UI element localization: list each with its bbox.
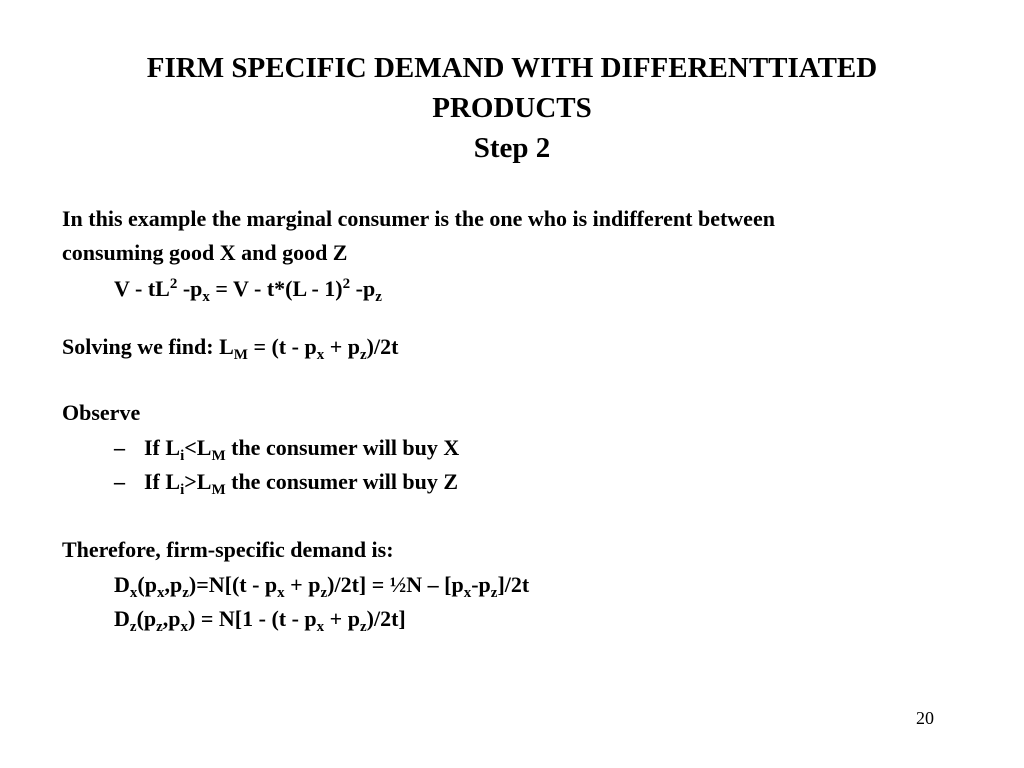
indifference-equation [114,274,1024,304]
therefore-heading [62,535,1002,565]
solve-subscript: z [359,347,367,363]
bullet-part: the consumer will buy Z [225,469,459,494]
solve-part: = (t - p [247,334,317,359]
title-line-2: PRODUCTS [432,92,592,124]
solving-line [62,332,1002,362]
observe-heading [62,398,1002,428]
dx-subscript: x [463,585,472,601]
eq-part: -p [350,276,376,301]
dx-part: ,p [164,572,183,597]
dx-part: -p [471,572,491,597]
bullet-part: If L [144,469,181,494]
bullet-part: the consumer will buy X [225,435,460,460]
observe-heading-text: Observe [62,400,141,425]
dx-part: )/2t] = ½N – [p [327,572,464,597]
bullet-subscript: i [180,482,185,498]
dx-part: ]/2t [497,572,530,597]
dx-part: D [114,572,130,597]
eq-superscript: 2 [342,276,351,292]
solve-part: )/2t [366,334,399,359]
dx-subscript: z [490,585,498,601]
observe-bullet-2 [114,467,1024,497]
intro-line-2 [62,238,1002,268]
intro-line-1 [62,204,1002,234]
page-number: 20 [916,708,934,728]
dash-bullet: – [114,435,125,460]
intro-text-1: In this example the marginal consumer is the one who is indifferent between [62,206,775,231]
intro-text-2: consuming good X and good Z [62,240,348,265]
dx-subscript: z [320,585,328,601]
dz-part: (p [136,606,157,631]
dz-subscript: x [316,619,325,635]
title-line-3: Step 2 [473,132,551,164]
eq-part: = V - t*(L - 1) [209,276,343,301]
dash-bullet: – [114,469,125,494]
dx-subscript: x [277,585,285,601]
solve-subscript: M [233,347,248,363]
dz-part: D [114,606,130,631]
dx-part: )=N[(t - p [188,572,278,597]
dz-subscript: z [359,619,367,635]
dx-subscript: x [156,585,165,601]
dz-part: )/2t] [366,606,406,631]
dz-subscript: z [129,619,137,635]
title-line-1: FIRM SPECIFIC DEMAND WITH DIFFERENTTIATED [146,52,878,84]
eq-part: -p [177,276,203,301]
solve-subscript: x [316,347,325,363]
bullet-subscript: M [211,448,226,464]
bullet-subscript: M [211,482,226,498]
demand-x-equation [114,570,1024,600]
dx-subscript: z [182,585,189,601]
eq-subscript: z [375,289,382,305]
observe-bullet-1 [114,433,1024,463]
eq-subscript: x [202,289,210,305]
bullet-part: If L [144,435,181,460]
solve-part: Solving we find: L [62,334,234,359]
solve-part: + p [324,334,360,359]
dz-subscript: x [180,619,189,635]
eq-superscript: 2 [169,276,178,292]
demand-z-equation [114,604,1024,634]
dz-part: ,p [162,606,181,631]
bullet-part: >L [184,469,212,494]
bullet-subscript: i [180,448,185,464]
dz-subscript: z [156,619,163,635]
therefore-heading-text: Therefore, firm-specific demand is: [62,537,394,562]
slide-title [0,48,1024,168]
dx-part: + p [284,572,321,597]
dx-subscript: x [129,585,138,601]
bullet-part: <L [184,435,212,460]
dz-part: + p [324,606,360,631]
dx-part: (p [137,572,157,597]
dz-part: ) = N[1 - (t - p [188,606,317,631]
eq-part: V - tL [114,276,170,301]
